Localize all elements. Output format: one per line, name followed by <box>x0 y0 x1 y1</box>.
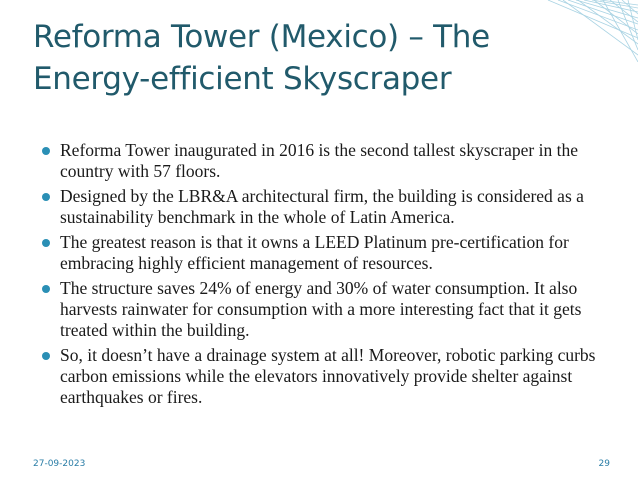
bullet-text: The structure saves 24% of energy and 30% of water consumption. It also harvests rainwater for consumption with a more interesting fact that it gets treated within the building. <box>60 278 582 340</box>
bullet-item <box>40 345 612 408</box>
bullet-list <box>40 140 612 412</box>
bullet-text: So, it doesn’t have a drainage system at all! Moreover, robotic parking curbs carbon emissions while the elevators innovatively provide shelter against earthquakes or fires. <box>60 345 596 407</box>
footer-date: 27-09-2023 <box>33 459 86 469</box>
bullet-item <box>40 140 612 182</box>
bullet-dot-icon <box>42 147 50 155</box>
bullet-dot-icon <box>42 193 50 201</box>
bullet-item <box>40 278 612 341</box>
bullet-text: The greatest reason is that it owns a LEED Platinum pre-certification for embracing highly efficient management of resources. <box>60 232 569 273</box>
bullet-item <box>40 186 612 228</box>
bullet-dot-icon <box>42 239 50 247</box>
bullet-item <box>40 232 612 274</box>
page-number: 29 <box>598 459 610 469</box>
bullet-text: Reforma Tower inaugurated in 2016 is the second tallest skyscraper in the country with 57 floors. <box>60 140 578 181</box>
bullet-dot-icon <box>42 352 50 360</box>
bullet-text: Designed by the LBR&A architectural firm, the building is considered as a sustainability benchmark in the whole of Latin America. <box>60 186 584 227</box>
slide-title: Reforma Tower (Mexico) – The Energy-efficient Skyscraper <box>33 19 490 97</box>
bullet-dot-icon <box>42 285 50 293</box>
